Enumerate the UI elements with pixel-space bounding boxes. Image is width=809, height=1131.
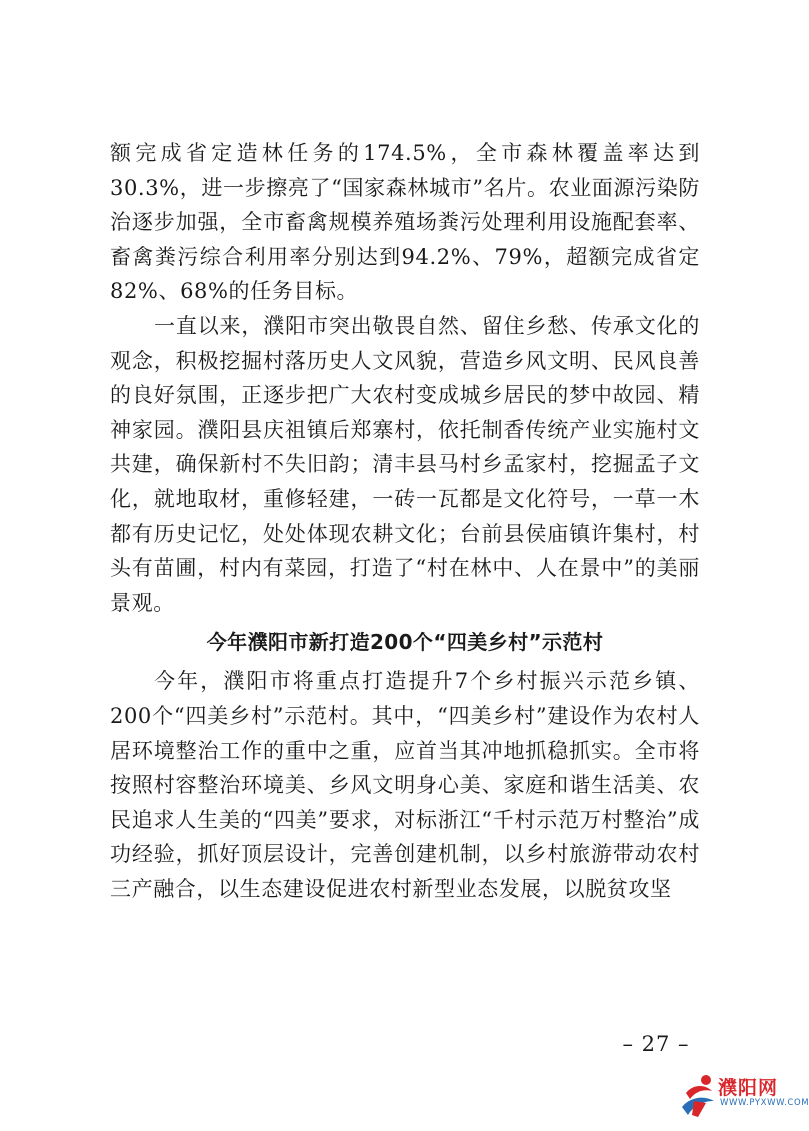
paragraph-four-beauty-villages: 今年，濮阳市将重点打造提升7个乡村振兴示范乡镇、200个“四美乡村”示范村。其中，“四美乡村”建设作为农村人居环境整治工作的重中之重，应首当其冲地抓稳抓实。全市将按照村容整治环境美、乡风文明身心美、家庭和谐生活美、农民追求人生美的“四美”要求，对标浙江“千村示范万村整治”成功经验，抓好顶层设计，完善创建机制，以乡村旅游带动农村三产融合，以生态建设促进农村新型业态发展，以脱贫攻坚 [110, 669, 700, 901]
paragraph-rural-culture: 一直以来，濮阳市突出敬畏自然、留住乡愁、传承文化的观念，积极挖掘村落历史人文风貌，营造乡风文明、民风良善的良好氛围，正逐步把广大农村变成城乡居民的梦中故园、精神家园。濮阳县庆祖镇后郑寨村，依托制香传统产业实施村文共建，确保新村不失旧韵；清丰县马村乡孟家村，挖掘孟子文化，就地取材，重修轻建，一砖一瓦都是文化符号，一草一木都有历史记忆，处处体现农耕文化；台前县侯庙镇许集村，村头有苗圃，村内有菜园，打造了“村在林中、人在景中”的美丽景观。 [110, 313, 700, 615]
document-body [110, 136, 700, 906]
runner-logo-icon [676, 1071, 720, 1121]
watermark-site-url: WWW.PYXWW.COM [720, 1098, 809, 1108]
paragraph-forest-coverage: 额完成省定造林任务的174.5%，全市森林覆盖率达到30.3%，进一步擦亮了“国家森林城市”名片。农业面源污染防治逐步加强，全市畜禽规模养殖场粪污处理利用设施配套率、畜禽粪污综合利用率分别达到94.2%、79%，超额完成省定82%、68%的任务目标。 [110, 141, 700, 304]
page-number: – 27 – [622, 1032, 690, 1056]
section-heading: 今年濮阳市新打造200个“四美乡村”示范村 [206, 630, 604, 655]
site-watermark [676, 1071, 809, 1123]
watermark-site-name: 濮阳网 [718, 1077, 779, 1099]
